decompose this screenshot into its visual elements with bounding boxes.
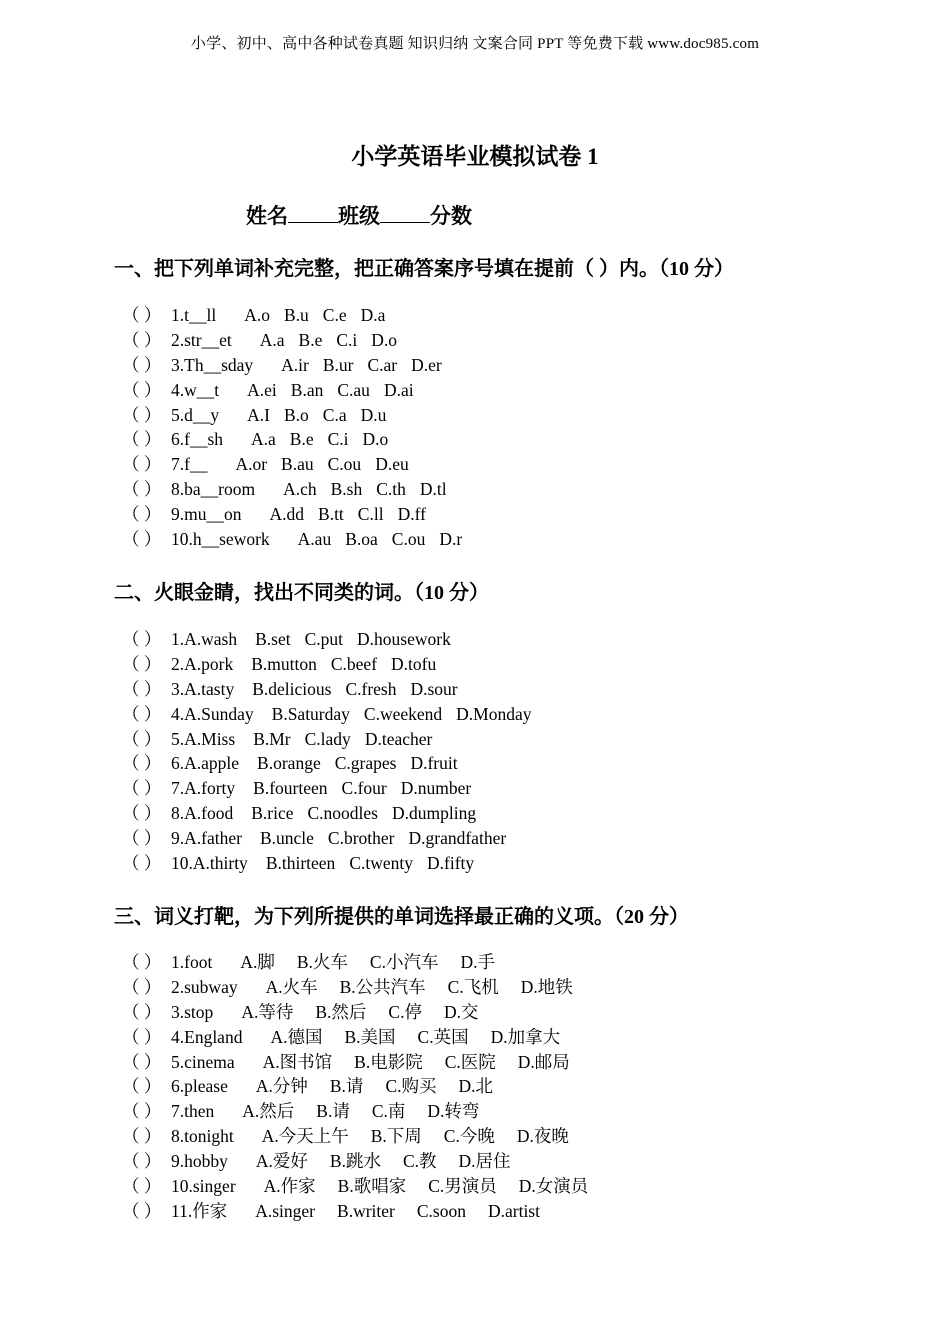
option-c: C.beef <box>330 653 378 674</box>
option-c: C.医院 <box>444 1051 496 1072</box>
question-row <box>122 776 546 801</box>
option-c: C.au <box>337 379 370 400</box>
answer-bracket[interactable]: （ ） <box>122 1126 162 1147</box>
answer-bracket[interactable]: （ ） <box>122 404 162 425</box>
question-stem: 2.str__et <box>171 329 232 350</box>
name-blank[interactable] <box>288 204 338 223</box>
option-d: D.grandfather <box>408 828 507 849</box>
question-row <box>122 751 546 776</box>
section-3-questions <box>122 950 610 1224</box>
question-row <box>122 702 546 727</box>
option-b: B.下周 <box>370 1126 422 1147</box>
option-d: D.teacher <box>364 728 433 749</box>
option-b: B.uncle <box>259 828 314 849</box>
option-b: B.sh <box>330 479 363 500</box>
student-info-line <box>246 200 472 230</box>
option-c: C.lady <box>304 728 351 749</box>
answer-bracket[interactable]: （ ） <box>122 629 162 649</box>
question-stem: 7.then <box>171 1101 215 1122</box>
option-d: D.ff <box>397 504 426 525</box>
option-c: C.i <box>327 429 349 450</box>
option-b: B.tt <box>318 504 344 525</box>
question-stem: 6.please <box>171 1076 228 1097</box>
option-b: B.请 <box>316 1101 350 1122</box>
answer-bracket[interactable]: （ ） <box>122 703 162 724</box>
name-label: 姓名 <box>246 204 288 228</box>
option-b: B.rice <box>251 803 294 824</box>
question-row <box>122 353 476 378</box>
option-d: D.eu <box>375 454 409 475</box>
option-b: B.跳水 <box>329 1151 381 1172</box>
question-stem: 5.d__y <box>171 404 220 425</box>
question-stem: 9.A.father <box>171 828 242 849</box>
question-stem: 1.A.wash <box>171 629 238 649</box>
question-row <box>122 826 546 851</box>
option-c: C.fresh <box>345 678 397 699</box>
question-row <box>122 677 546 702</box>
question-stem: 4.w__t <box>171 379 220 400</box>
option-d: D.er <box>411 354 442 375</box>
option-c: C.brother <box>327 828 395 849</box>
answer-bracket[interactable]: （ ） <box>122 329 162 350</box>
question-row <box>122 627 546 652</box>
option-a: A.ch <box>283 479 317 500</box>
question-row <box>122 727 546 752</box>
answer-bracket[interactable]: （ ） <box>122 728 162 749</box>
answer-bracket[interactable]: （ ） <box>122 1026 162 1047</box>
option-b: B.公共汽车 <box>339 976 426 997</box>
option-a: A.au <box>297 529 332 550</box>
option-c: C.英国 <box>417 1026 469 1047</box>
option-c: C.男演员 <box>428 1176 497 1197</box>
question-stem: 7.A.forty <box>171 778 236 799</box>
option-a: A.I <box>247 404 270 425</box>
question-stem: 7.f__ <box>171 454 208 475</box>
question-stem: 6.A.apple <box>171 753 240 774</box>
question-stem: 9.hobby <box>171 1151 228 1172</box>
option-a: A.脚 <box>240 952 275 972</box>
option-a: A.作家 <box>263 1176 316 1197</box>
option-b: B.歌唱家 <box>337 1176 407 1197</box>
option-d: D.a <box>360 305 386 325</box>
option-a: A.分钟 <box>255 1076 308 1097</box>
question-row <box>122 975 610 1000</box>
question-row <box>122 403 476 428</box>
question-row <box>122 1149 610 1174</box>
answer-bracket[interactable]: （ ） <box>122 1151 162 1172</box>
option-c: C.今晚 <box>443 1126 495 1147</box>
option-b: B.oa <box>345 529 378 550</box>
option-c: C.twenty <box>349 853 413 874</box>
question-row <box>122 652 546 677</box>
option-c: C.e <box>322 305 347 325</box>
option-b: B.writer <box>337 1200 395 1221</box>
option-a: A.爱好 <box>255 1151 308 1172</box>
answer-bracket[interactable]: （ ） <box>122 803 162 824</box>
option-a: A.ei <box>247 379 277 400</box>
question-stem: 6.f__sh <box>171 429 224 450</box>
option-a: A.今天上午 <box>261 1126 349 1147</box>
option-c: C.weekend <box>363 703 443 724</box>
question-stem: 11.作家 <box>171 1200 228 1221</box>
question-stem: 8.A.food <box>171 803 234 824</box>
option-b: B.请 <box>329 1076 364 1097</box>
question-row <box>122 502 476 527</box>
option-d: D.dumpling <box>392 803 477 824</box>
question-row <box>122 477 476 502</box>
option-d: D.手 <box>460 952 495 972</box>
answer-bracket[interactable]: （ ） <box>122 753 162 774</box>
option-d: D.转弯 <box>427 1101 480 1122</box>
option-b: B.美国 <box>344 1026 396 1047</box>
question-stem: 3.A.tasty <box>171 678 235 699</box>
option-d: D.居住 <box>458 1151 511 1172</box>
answer-bracket[interactable]: （ ） <box>122 1200 162 1221</box>
option-d: D.北 <box>458 1076 494 1097</box>
question-stem: 3.Th__sday <box>171 354 254 375</box>
option-b: B.set <box>255 629 291 649</box>
section-1-heading: 一、把下列单词补充完整，把正确答案序号填在提前（ ）内。（10 分） <box>114 258 734 280</box>
option-c: C.grapes <box>334 753 397 774</box>
option-b: B.o <box>283 404 309 425</box>
answer-bracket[interactable]: （ ） <box>122 1101 162 1122</box>
question-row <box>122 1074 610 1099</box>
site-banner: 小学、初中、高中各种试卷真题 知识归纳 文案合同 PPT 等免费下载 www.doc985.com <box>190 36 760 52</box>
option-d: D.交 <box>443 1001 479 1022</box>
question-stem: 2.subway <box>171 976 238 997</box>
answer-bracket[interactable]: （ ） <box>122 976 162 997</box>
question-row <box>122 527 476 552</box>
option-b: B.Saturday <box>271 703 350 724</box>
option-d: D.sour <box>410 678 458 699</box>
option-d: D.u <box>360 404 387 425</box>
option-a: A.a <box>259 329 285 350</box>
option-c: C.ou <box>327 454 362 475</box>
option-b: B.mutton <box>251 653 317 674</box>
option-a: A.火车 <box>265 976 318 997</box>
question-stem: 10.singer <box>171 1176 236 1197</box>
question-row <box>122 427 476 452</box>
question-row <box>122 303 476 328</box>
option-b: B.u <box>283 305 309 325</box>
option-c: C.购买 <box>385 1076 437 1097</box>
option-b: B.然后 <box>315 1001 367 1022</box>
question-row <box>122 1174 610 1199</box>
question-stem: 5.A.Miss <box>171 728 236 749</box>
option-a: A.图书馆 <box>262 1051 333 1072</box>
question-row <box>122 851 546 876</box>
answer-bracket[interactable]: （ ） <box>122 529 162 550</box>
option-d: D.housework <box>357 629 451 649</box>
question-row <box>122 328 476 353</box>
option-a: A.singer <box>255 1200 316 1221</box>
option-d: D.number <box>400 778 472 799</box>
answer-bracket[interactable]: （ ） <box>122 479 162 500</box>
option-d: D.o <box>371 329 398 350</box>
option-b: B.Mr <box>253 728 291 749</box>
option-c: C.th <box>376 479 406 500</box>
option-a: A.dd <box>269 504 305 525</box>
question-stem: 5.cinema <box>171 1051 235 1072</box>
option-a: A.ir <box>281 354 309 375</box>
answer-bracket[interactable]: （ ） <box>122 828 162 849</box>
option-b: B.fourteen <box>253 778 328 799</box>
question-stem: 9.mu__on <box>171 504 242 525</box>
answer-bracket[interactable]: （ ） <box>122 853 162 874</box>
option-d: D.地铁 <box>520 976 573 997</box>
option-d: D.artist <box>487 1200 540 1221</box>
score-label: 分数 <box>430 204 472 228</box>
question-stem: 8.tonight <box>171 1126 234 1147</box>
answer-bracket[interactable]: （ ） <box>122 952 162 972</box>
question-stem: 10.h__sework <box>171 529 270 550</box>
option-d: D.fruit <box>410 753 458 774</box>
option-d: D.o <box>362 429 389 450</box>
question-stem: 2.A.pork <box>171 653 234 674</box>
question-row <box>122 378 476 403</box>
question-stem: 4.England <box>171 1026 243 1047</box>
question-row <box>122 1124 610 1149</box>
option-c: C.noodles <box>307 803 378 824</box>
question-row <box>122 1025 610 1050</box>
option-a: A.然后 <box>242 1101 295 1122</box>
option-c: C.i <box>336 329 358 350</box>
option-a: A.or <box>235 454 268 475</box>
option-c: C.教 <box>402 1151 437 1172</box>
question-row <box>122 1199 610 1224</box>
question-stem: 1.t__ll <box>171 305 217 325</box>
option-a: A.a <box>251 429 276 450</box>
option-c: C.ar <box>367 354 398 375</box>
question-stem: 1.foot <box>171 952 213 972</box>
option-a: A.o <box>244 305 270 325</box>
option-b: B.电影院 <box>354 1051 423 1072</box>
option-d: D.tl <box>419 479 447 500</box>
option-c: C.ll <box>357 504 384 525</box>
answer-bracket[interactable]: （ ） <box>122 1051 162 1072</box>
question-stem: 3.stop <box>171 1001 214 1022</box>
section-2-questions <box>122 627 546 876</box>
answer-bracket[interactable]: （ ） <box>122 504 162 525</box>
answer-bracket[interactable]: （ ） <box>122 653 162 674</box>
option-b: B.e <box>289 429 314 450</box>
question-row <box>122 1099 610 1124</box>
option-b: B.ur <box>322 354 354 375</box>
option-c: C.ou <box>391 529 426 550</box>
option-d: D.加拿大 <box>490 1026 561 1047</box>
option-c: C.南 <box>371 1101 406 1122</box>
option-b: B.火车 <box>296 952 348 972</box>
option-c: C.four <box>341 778 387 799</box>
option-c: C.put <box>304 629 344 649</box>
option-c: C.飞机 <box>447 976 499 997</box>
question-row <box>122 1000 610 1025</box>
option-c: C.小汽车 <box>369 952 439 972</box>
question-stem: 8.ba__room <box>171 479 256 500</box>
answer-bracket[interactable]: （ ） <box>122 454 162 475</box>
option-d: D.fifty <box>427 853 475 874</box>
section-3-heading: 三、词义打靶，为下列所提供的单词选择最正确的义项。（20 分） <box>114 906 689 928</box>
option-c: C.soon <box>416 1200 466 1221</box>
exam-title: 小学英语毕业模拟试卷 1 <box>351 144 599 169</box>
question-row <box>122 950 610 975</box>
answer-bracket[interactable]: （ ） <box>122 305 162 325</box>
option-d: D.Monday <box>456 703 532 724</box>
answer-bracket[interactable]: （ ） <box>122 1176 162 1197</box>
answer-bracket[interactable]: （ ） <box>122 429 162 450</box>
option-a: A.等待 <box>241 1001 294 1022</box>
answer-bracket[interactable]: （ ） <box>122 1001 162 1022</box>
option-d: D.女演员 <box>518 1176 589 1197</box>
option-c: C.停 <box>388 1001 422 1022</box>
option-b: B.thirteen <box>265 853 336 874</box>
answer-bracket[interactable]: （ ） <box>122 1076 162 1097</box>
option-d: D.ai <box>383 379 414 400</box>
option-d: D.tofu <box>391 653 437 674</box>
question-stem: 4.A.Sunday <box>171 703 254 724</box>
option-d: D.r <box>439 529 463 550</box>
option-b: B.au <box>281 454 314 475</box>
section-1-questions <box>122 303 476 552</box>
class-blank[interactable] <box>380 204 430 223</box>
class-label: 班级 <box>338 204 380 228</box>
option-b: B.an <box>290 379 324 400</box>
question-row <box>122 452 476 477</box>
question-row <box>122 801 546 826</box>
option-b: B.delicious <box>252 678 332 699</box>
answer-bracket[interactable]: （ ） <box>122 354 162 375</box>
answer-bracket[interactable]: （ ） <box>122 678 162 699</box>
question-row <box>122 1050 610 1075</box>
option-a: A.德国 <box>270 1026 323 1047</box>
option-c: C.a <box>322 404 347 425</box>
option-b: B.e <box>298 329 323 350</box>
answer-bracket[interactable]: （ ） <box>122 379 162 400</box>
section-2-heading: 二、火眼金睛，找出不同类的词。（10 分） <box>114 582 489 604</box>
option-b: B.orange <box>257 753 321 774</box>
answer-bracket[interactable]: （ ） <box>122 778 162 799</box>
option-d: D.邮局 <box>517 1051 570 1072</box>
option-d: D.夜晚 <box>516 1126 569 1147</box>
question-stem: 10.A.thirty <box>171 853 248 874</box>
